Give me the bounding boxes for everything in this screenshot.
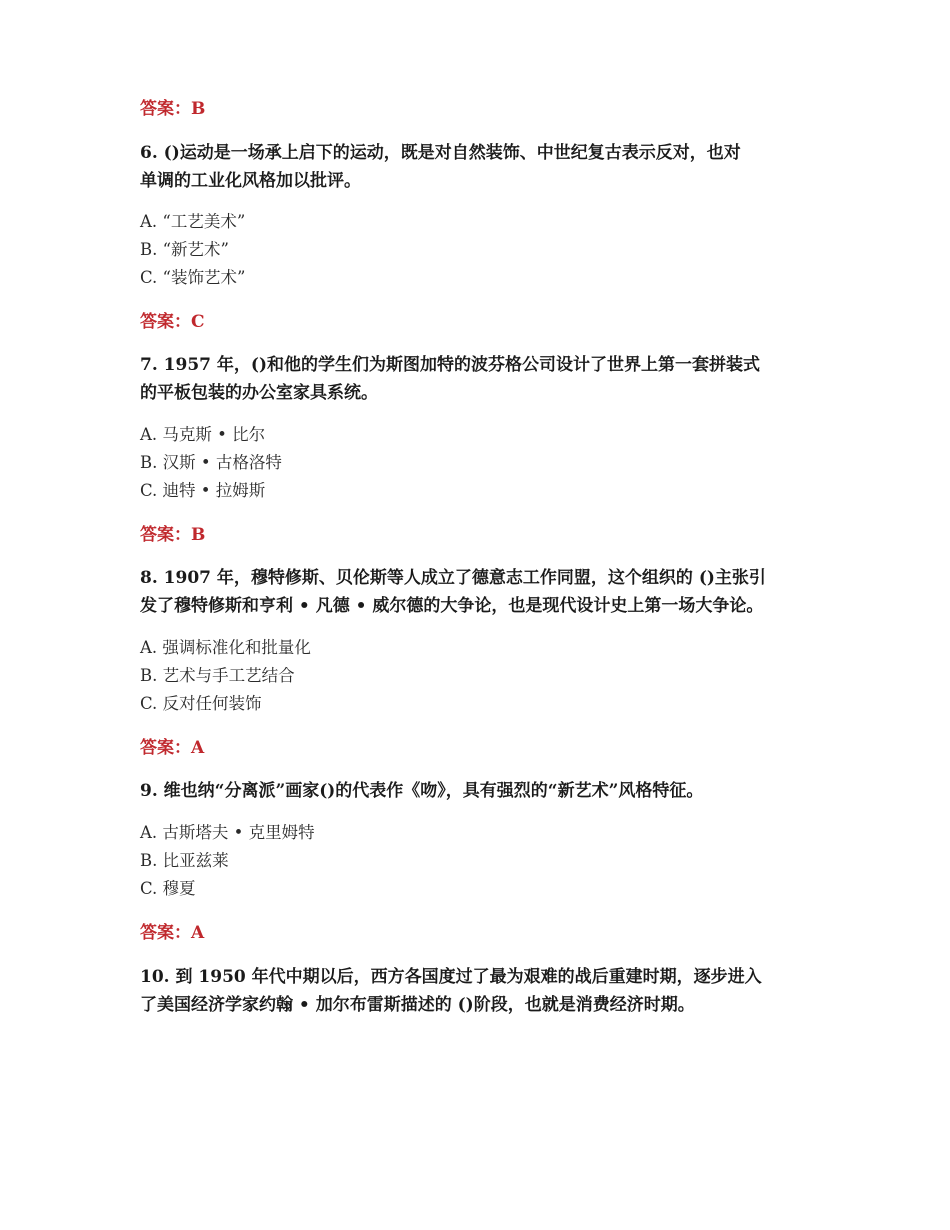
question-text: 6. ()运动是一场承上启下的运动，既是对自然装饰、中世纪复古表示反对，也对 xyxy=(140,143,741,163)
option-a: A. 古斯塔夫 • 克里姆特 xyxy=(140,823,315,842)
question-text: 的平板包装的办公室家具系统。 xyxy=(140,383,378,403)
answer-label: 答案：B xyxy=(140,525,206,545)
answer-label: 答案：C xyxy=(140,312,205,332)
question-10 xyxy=(140,963,810,1019)
question-9 xyxy=(140,777,810,805)
options-9 xyxy=(140,819,810,903)
options-7 xyxy=(140,421,810,505)
answer-label: 答案：A xyxy=(140,923,205,943)
question-text: 9. 维也纳“分离派”画家()的代表作《吻》，具有强烈的“新艺术”风格特征。 xyxy=(140,781,704,801)
option-c: C. “装饰艺术” xyxy=(140,268,246,287)
option-b: B. 艺术与手工艺结合 xyxy=(140,666,295,685)
question-text: 10. 到 1950 年代中期以后，西方各国度过了最为艰难的战后重建时期，逐步进入 xyxy=(140,967,762,987)
option-b: B. “新艺术” xyxy=(140,240,229,259)
answer-label: 答案：A xyxy=(140,738,205,758)
options-6 xyxy=(140,208,810,292)
answer-label: 答案：B xyxy=(140,99,206,119)
question-text: 7. 1957 年，()和他的学生们为斯图加特的波芬格公司设计了世界上第一套拼装式 xyxy=(140,355,760,375)
question-7 xyxy=(140,351,810,407)
option-a: A. “工艺美术” xyxy=(140,212,246,231)
option-b: B. 汉斯 • 古格洛特 xyxy=(140,453,282,472)
option-b: B. 比亚兹莱 xyxy=(140,851,229,870)
option-c: C. 反对任何装饰 xyxy=(140,694,262,713)
option-c: C. 迪特 • 拉姆斯 xyxy=(140,481,266,500)
options-8 xyxy=(140,634,810,718)
question-text: 单调的工业化风格加以批评。 xyxy=(140,171,361,191)
question-8 xyxy=(140,564,810,620)
option-a: A. 马克斯 • 比尔 xyxy=(140,425,266,444)
question-text: 8. 1907 年，穆特修斯、贝伦斯等人成立了德意志工作同盟，这个组织的 ()主张引 xyxy=(140,568,766,588)
option-c: C. 穆夏 xyxy=(140,879,196,898)
question-text: 发了穆特修斯和亨利 • 凡德 • 威尔德的大争论，也是现代设计史上第一场大争论。 xyxy=(140,596,764,616)
question-text: 了美国经济学家约翰 • 加尔布雷斯描述的 ()阶段，也就是消费经济时期。 xyxy=(140,995,695,1015)
option-a: A. 强调标准化和批量化 xyxy=(140,638,311,657)
question-6 xyxy=(140,139,810,195)
